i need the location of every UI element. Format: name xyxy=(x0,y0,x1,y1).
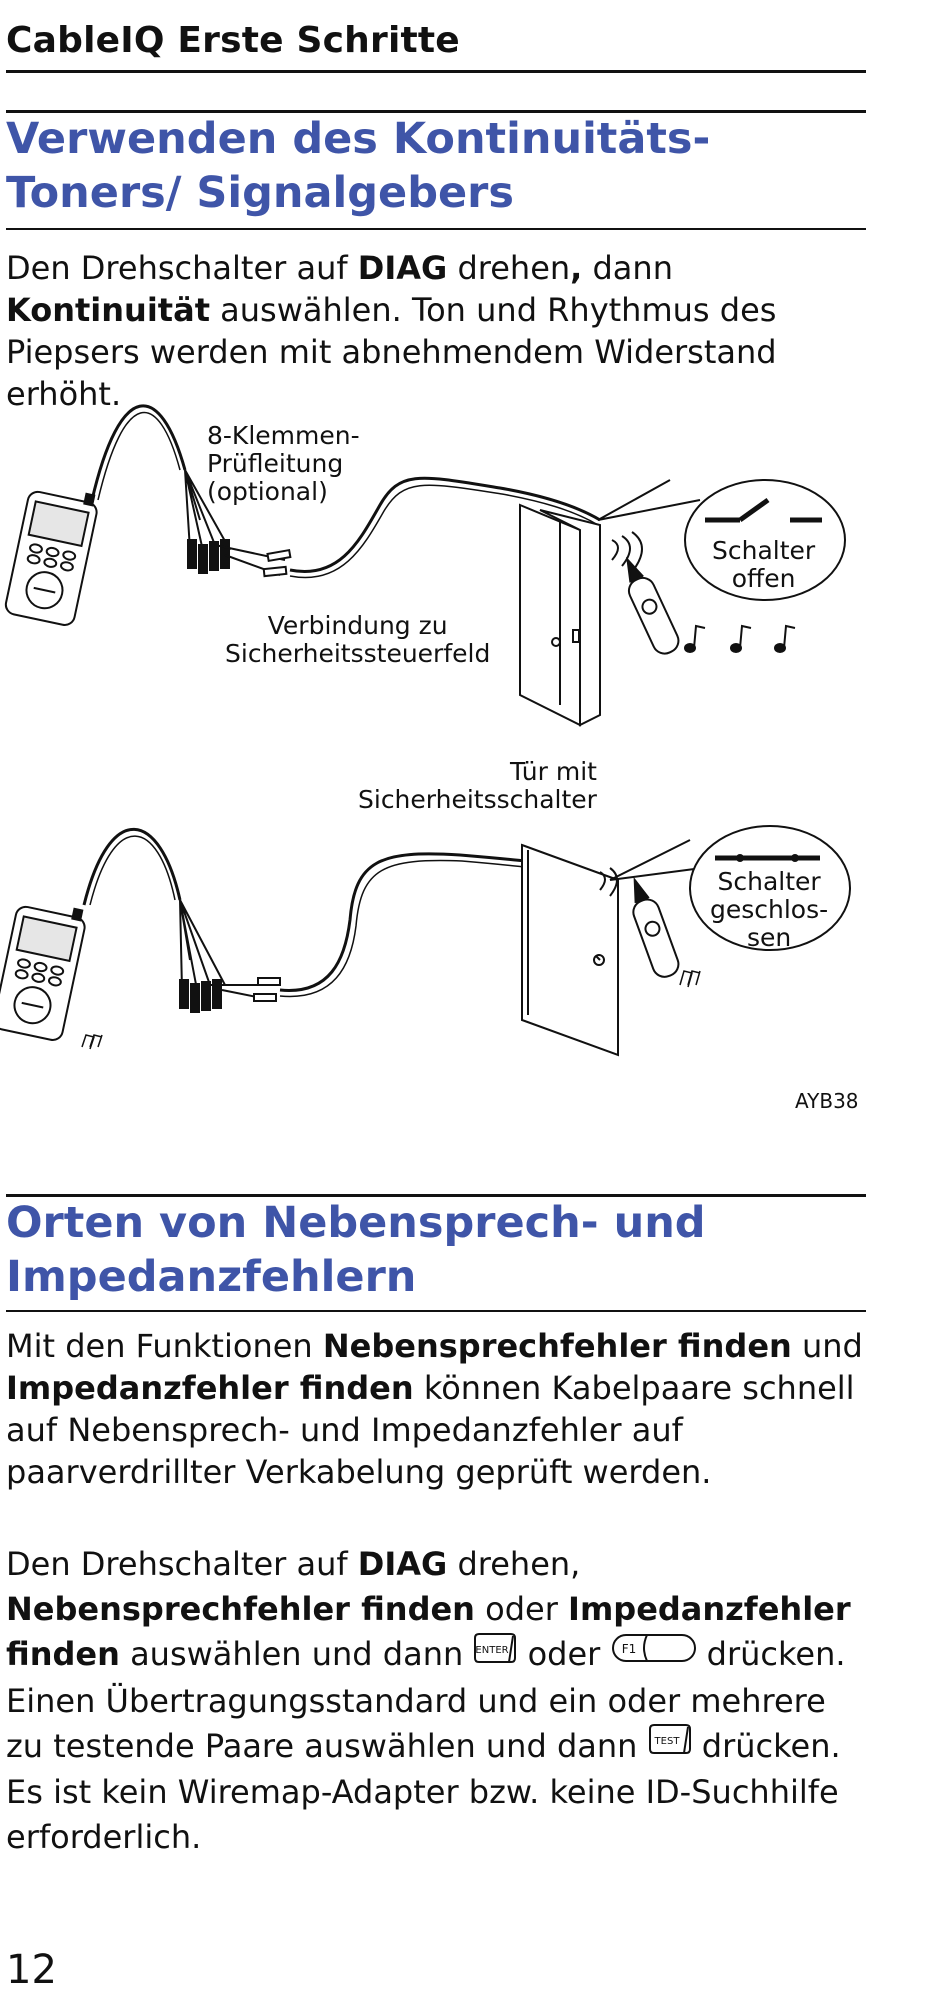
beep-notes-bottom xyxy=(680,971,700,987)
tester-device-bottom xyxy=(0,897,88,1042)
door-top xyxy=(520,505,600,725)
tone-probe-top xyxy=(616,554,683,657)
label-switch-closed: Schalter geschlos- sen xyxy=(710,867,829,952)
crosstalk-intro-paragraph: Mit den Funktionen Nebensprechfehler finden und Impedanzfehler finden können Kabelpaare schnell auf Nebensprech- und Impedanzfehler auf paarverdrillter Verkabelung geprüft werden. xyxy=(6,1327,863,1491)
tone-probe-bottom xyxy=(622,875,681,980)
section-heading-continuity: Verwenden des Kontinuitäts-Toners/ Signalgebers xyxy=(6,114,711,218)
page-number: 12 xyxy=(6,1947,57,1993)
running-header: CableIQ Erste Schritte xyxy=(6,20,460,61)
label-door-switch: Tür mit Sicherheitsschalter xyxy=(358,757,597,814)
test-key-label: TEST xyxy=(654,1736,680,1747)
f1-key-label: F1 xyxy=(621,1641,636,1656)
enter-key-label: ENTER xyxy=(475,1644,510,1656)
test-key-icon xyxy=(648,1722,692,1767)
continuity-paragraph: Den Drehschalter auf DIAG drehen, dann Kontinuität auswählen. Ton und Rhythmus des Piepsers werden mit abnehmendem Widerstand erhöht. xyxy=(6,249,777,413)
tester-device-top xyxy=(4,482,100,627)
label-test-leads: 8-Klemmen- Prüfleitung (optional) xyxy=(207,421,360,506)
test-leads-bottom xyxy=(180,900,280,1012)
beep-notes-tester xyxy=(82,1035,102,1049)
section2-rule-bottom xyxy=(6,1310,866,1312)
label-connection: Verbindung zu Sicherheitssteuerfeld xyxy=(225,611,491,668)
crosstalk-steps-paragraph: Den Drehschalter auf DIAG drehen, Nebensprechfehler finden oder Impedanzfehler finden auswählen und dann ENTER oder F1 drücken. Einen Übertragungsstandard und ein oder mehrere zu testende Paare auswählen und dann TEST drücken. Es ist kein Wiremap-Adapter bzw. keine ID-Suchhilfe erforderlich. xyxy=(6,1545,851,1856)
f1-key-icon xyxy=(611,1631,697,1676)
figure-id: AYB38 xyxy=(795,1089,859,1113)
enter-key-icon xyxy=(473,1631,517,1676)
cable-to-leads-top xyxy=(92,406,185,500)
beep-notes-top xyxy=(685,626,795,652)
section-heading-crosstalk: Orten von Nebensprech- und Impedanzfehlern xyxy=(6,1198,706,1302)
label-switch-open: Schalter offen xyxy=(712,536,816,593)
